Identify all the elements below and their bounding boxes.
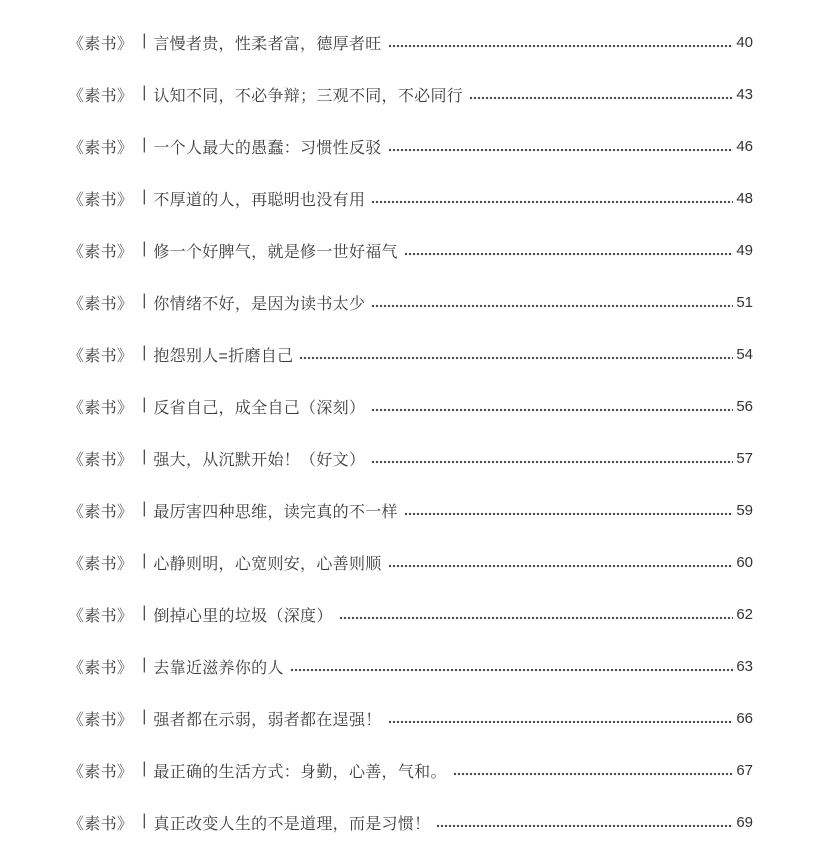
separator-bar: | — [142, 500, 147, 517]
toc-entry[interactable] — [68, 380, 753, 432]
entry-title: 不厚道的人，再聪明也没有用 — [153, 191, 366, 209]
book-label: 《素书》 — [68, 815, 134, 833]
toc-entry[interactable] — [68, 536, 753, 588]
dot-leader — [453, 761, 734, 779]
entry-title: 修一个好脾气，就是修一世好福气 — [153, 243, 398, 261]
separator-bar: | — [142, 136, 147, 153]
book-label: 《素书》 — [68, 399, 134, 417]
book-label: 《素书》 — [68, 451, 134, 469]
toc-entry[interactable] — [68, 16, 753, 68]
dot-leader — [290, 657, 734, 675]
book-label: 《素书》 — [68, 711, 134, 729]
toc-entry[interactable] — [68, 432, 753, 484]
page-number: 49 — [736, 241, 753, 259]
book-label: 《素书》 — [68, 555, 134, 573]
entry-title: 认知不同，不必争辩；三观不同，不必同行 — [153, 87, 464, 105]
entry-title: 一个人最大的愚蠢：习惯性反驳 — [153, 139, 382, 157]
separator-bar: | — [142, 448, 147, 465]
book-label: 《素书》 — [68, 607, 134, 625]
page-number: 66 — [736, 709, 753, 727]
page-number: 63 — [736, 657, 753, 675]
book-label: 《素书》 — [68, 243, 134, 261]
page-number: 57 — [736, 449, 753, 467]
book-label: 《素书》 — [68, 763, 134, 781]
book-label: 《素书》 — [68, 347, 134, 365]
toc-entry[interactable] — [68, 68, 753, 120]
page-number: 40 — [736, 33, 753, 51]
entry-title: 去靠近滋养你的人 — [153, 659, 284, 677]
separator-bar: | — [142, 812, 147, 829]
page-number: 67 — [736, 761, 753, 779]
dot-leader — [371, 189, 733, 207]
dot-leader — [371, 449, 733, 467]
dot-leader — [371, 293, 733, 311]
toc-entry[interactable] — [68, 276, 753, 328]
page-number: 62 — [736, 605, 753, 623]
toc-entry[interactable] — [68, 484, 753, 536]
entry-title: 言慢者贵，性柔者富，德厚者旺 — [153, 35, 382, 53]
book-label: 《素书》 — [68, 87, 134, 105]
page-number: 54 — [736, 345, 753, 363]
toc-entry[interactable] — [68, 744, 753, 796]
entry-title: 最厉害四种思维，读完真的不一样 — [153, 503, 398, 521]
toc-entry[interactable] — [68, 588, 753, 640]
separator-bar: | — [142, 396, 147, 413]
book-label: 《素书》 — [68, 139, 134, 157]
dot-leader — [469, 85, 733, 103]
entry-title: 心静则明，心宽则安，心善则顺 — [153, 555, 382, 573]
dot-leader — [388, 33, 734, 51]
dot-leader — [388, 709, 734, 727]
entry-title: 强者都在示弱，弱者都在逞强！ — [153, 711, 382, 729]
entry-title: 真正改变人生的不是道理，而是习惯！ — [153, 815, 431, 833]
book-label: 《素书》 — [68, 503, 134, 521]
entry-title: 强大，从沉默开始！（好文） — [153, 451, 366, 469]
page-number: 69 — [736, 813, 753, 831]
page-number: 48 — [736, 189, 753, 207]
toc-entry[interactable] — [68, 692, 753, 744]
separator-bar: | — [142, 656, 147, 673]
entry-title: 抱怨别人=折磨自己 — [153, 347, 294, 365]
dot-leader — [404, 241, 733, 259]
page-number: 51 — [736, 293, 753, 311]
separator-bar: | — [142, 292, 147, 309]
toc-entry[interactable] — [68, 328, 753, 380]
separator-bar: | — [142, 344, 147, 361]
entry-title: 最正确的生活方式：身勤，心善，气和。 — [153, 763, 447, 781]
separator-bar: | — [142, 188, 147, 205]
toc-entry[interactable] — [68, 172, 753, 224]
book-label: 《素书》 — [68, 295, 134, 313]
dot-leader — [404, 501, 733, 519]
dot-leader — [371, 397, 733, 415]
page-number: 59 — [736, 501, 753, 519]
dot-leader — [388, 553, 734, 571]
page-number: 56 — [736, 397, 753, 415]
separator-bar: | — [142, 604, 147, 621]
toc-entry[interactable] — [68, 640, 753, 692]
toc-entry[interactable] — [68, 796, 753, 848]
book-label: 《素书》 — [68, 659, 134, 677]
separator-bar: | — [142, 708, 147, 725]
dot-leader — [388, 137, 734, 155]
separator-bar: | — [142, 84, 147, 101]
dot-leader — [339, 605, 734, 623]
entry-title: 反省自己，成全自己（深刻） — [153, 399, 366, 417]
separator-bar: | — [142, 760, 147, 777]
toc-entry[interactable] — [68, 224, 753, 276]
separator-bar: | — [142, 552, 147, 569]
page-number: 46 — [736, 137, 753, 155]
page-number: 43 — [736, 85, 753, 103]
book-label: 《素书》 — [68, 191, 134, 209]
entry-title: 倒掉心里的垃圾（深度） — [153, 607, 333, 625]
book-label: 《素书》 — [68, 35, 134, 53]
separator-bar: | — [142, 32, 147, 49]
separator-bar: | — [142, 240, 147, 257]
dot-leader — [299, 345, 733, 363]
page-number: 60 — [736, 553, 753, 571]
dot-leader — [436, 813, 733, 831]
toc-entry[interactable] — [68, 120, 753, 172]
toc-list — [68, 16, 753, 848]
entry-title: 你情绪不好，是因为读书太少 — [153, 295, 366, 313]
